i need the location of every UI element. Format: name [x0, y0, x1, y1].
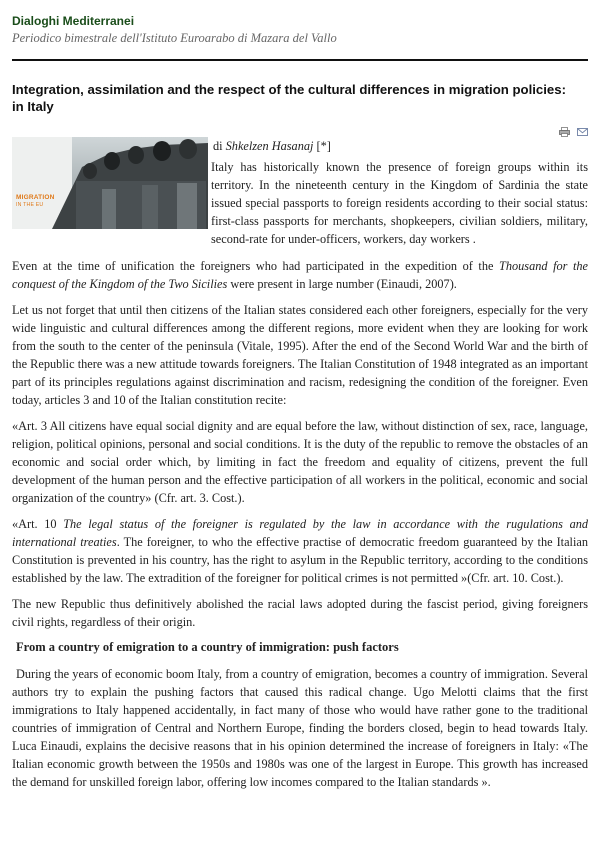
- paragraph-history: Let us not forget that until then citizens of the Italian states considered each other foreigners, especially for the very wide linguistic and cultural differences among the different regions, more evident when they are looking for work from the south to the center of the peninsula (Vitale, 1995). After the end of the Second World War and the birth of the Republic there was a new attitude towards foreigners. The Italian Constitution of 1948 integrated as an important part of its principles regulations against discrimination and racism, redesigning the condition of the foreigner. Even today, articles 3 and 10 of the Italian constitution recite:: [12, 303, 588, 407]
- intro-text-block: [211, 137, 588, 248]
- paragraph-economic-boom: During the years of economic boom Italy, from a country of emigration, becomes a country of immigration. Several authors try to explain the pushing factors that caused this radical change. Ugo Melotti claims that the first immigrations to Italy happened accidentally, in fact many of those who would have rather gone to the traditional countries of immigration of Central and Northern Europe, finding the borders closed, begin to head towards Italy. Luca Einaudi, explains the decisive reasons that in his opinion determined the increase of foreigners in Italy: «The Italian economic growth between the 1950s and 1980s was one of the largest in Europe. This growth has increased the demand for unskilled foreign labor, offering low incomes compared to the Italian standards ».: [12, 667, 588, 789]
- article-image: [12, 137, 208, 229]
- paragraph-text: . The foreigner, to who the effective practise of democratic freedom guaranteed by the Italian Constitution is prevented in his country, has the right to asylum in the Republic territory, according to the conditions established by the law. The extradition of the foreigner for political crimes is not permitted »(Cfr. art. 10. Cost.).: [12, 535, 588, 585]
- image-caption: [16, 194, 55, 209]
- paragraph-emphasis: Thousand for the conquest of the Kingdom of the Two Sicilies: [12, 259, 588, 291]
- article-intro: [12, 137, 588, 257]
- paragraph-art3: «Art. 3 All citizens have equal social dignity and are equal before the law, without distinction of sex, race, language, religion, political opinions, personal and social conditions. It is the duty of the republic to remove the obstacles of an economic and social order which, by limiting in fact the freedom and equality of citizens, prevent the full development of the human person and the effective participation of all workers in the political, economic and social organization of the country» (Cfr. art. 3. Cost.).: [12, 419, 588, 505]
- byline-prefix: di: [213, 139, 226, 153]
- section-heading: From a country of emigration to a country of immigration: push factors: [16, 640, 399, 654]
- site-subtitle: Periodico bimestrale dell'Istituto Euroarabo di Mazara del Vallo: [12, 31, 337, 45]
- header-divider: [12, 59, 588, 61]
- email-icon[interactable]: [577, 124, 588, 134]
- page: [0, 14, 600, 791]
- intro-paragraph: Italy has historically known the presence of foreign groups within its territory. In the nineteenth century in the Kingdom of Sardinia the state issued special passports to foreign residents according to their social status: first-class passports for merchants, shopkeepers, civilian soldiers, military, second-rate for under-officers, workers, day workers .: [211, 160, 588, 246]
- paragraph-text: were present in large number (Einaudi, 2007).: [227, 277, 457, 291]
- footnote-ref[interactable]: [*]: [313, 139, 331, 153]
- article-tools: [559, 124, 588, 134]
- byline: [213, 137, 588, 155]
- paragraph-art10: [12, 515, 588, 587]
- paragraph-text: Even at the time of unification the foreigners who had participated in the expedition of the: [12, 259, 499, 273]
- print-icon[interactable]: [559, 124, 570, 134]
- image-caption-line1: MIGRATION: [16, 194, 55, 201]
- image-caption-line2: IN THE EU: [16, 201, 44, 208]
- paragraph-republic: The new Republic thus definitively abolished the racial laws adopted during the fascist period, giving foreigners civil rights, regardless of their origin.: [12, 597, 588, 629]
- author-name[interactable]: Shkelzen Hasanaj: [225, 139, 314, 153]
- paragraph-unification: [12, 257, 588, 293]
- paragraph-emphasis: The legal status of the foreigner is regulated by the law in accordance with the rugulations and international treaties: [12, 517, 589, 549]
- site-title[interactable]: Dialoghi Mediterranei: [12, 14, 135, 28]
- paragraph-text: «Art. 10: [12, 517, 64, 531]
- article-title: Integration, assimilation and the respect of the cultural differences in migration policies: in Italy: [12, 82, 566, 114]
